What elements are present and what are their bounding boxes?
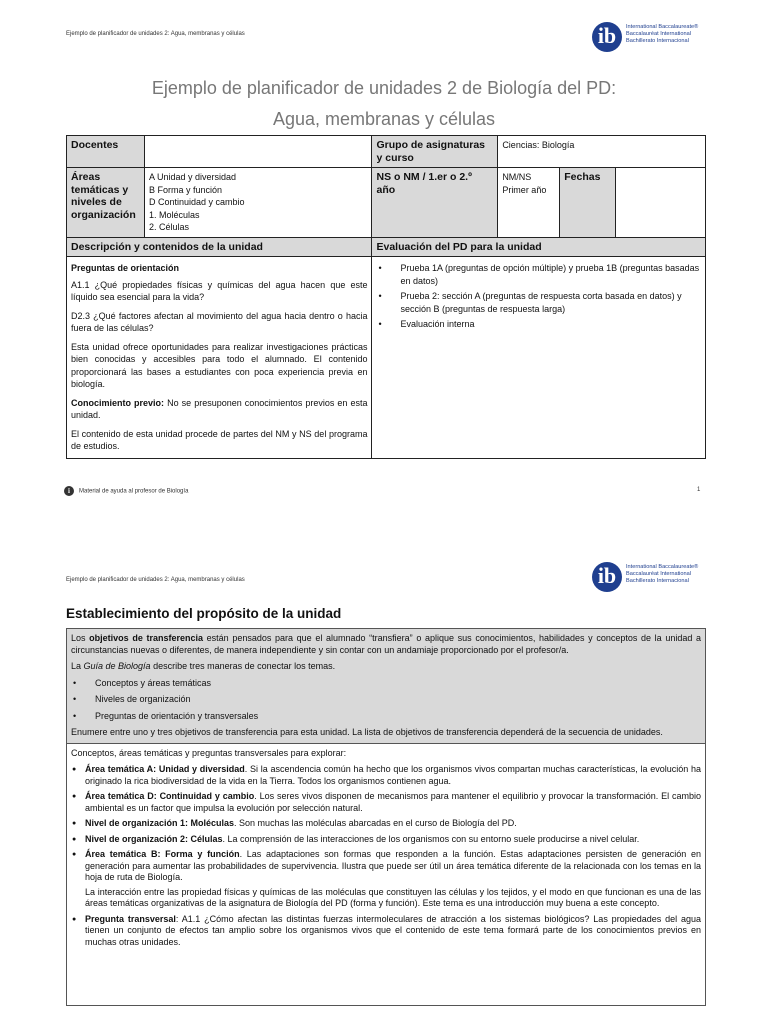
page-gap	[0, 520, 768, 548]
nivel-value	[498, 168, 560, 238]
concept-title: Área temática D: Continuidad y cambio	[85, 791, 255, 801]
evaluacion-content	[372, 257, 706, 459]
prior-knowledge-label: Conocimiento previo:	[71, 397, 165, 408]
transfer-goals-paragraph	[71, 633, 701, 656]
text-run: están pensados para que el alumnado “transfiera” o aplique sus conocimientos, habilidades y conceptos de la unidad a circunstancias nuevas o diferentes, de manera independiente y sin contar con un andamiaje proporcionado por el profesor/a.	[71, 633, 702, 655]
document-title: Ejemplo de planificador de unidades 2 de Biología del PD:	[151, 78, 617, 98]
connection-item: • Preguntas de orientación y transversales	[71, 711, 701, 723]
guide-paragraph	[71, 661, 701, 673]
areas-list	[144, 168, 372, 238]
ib-logo-icon: ib	[592, 22, 622, 52]
ib-logo-icon: ib	[592, 562, 622, 592]
connection-list	[71, 678, 701, 723]
grupo-label: Grupo de asignaturas y curso	[372, 136, 498, 168]
concept-text: . La comprensión de las interacciones de los organismos con su entorno suele producirse a nivel celular.	[222, 833, 640, 844]
concept-text: . Las adaptaciones son formas que responden a la función. Estas adaptaciones persisten de generación en generación para aumentar las probabilidades de supervivencia. Ilustra que puede ser útil un área temática diferente de la relacionada con los temas en la hoja de ruta de Biología.	[85, 849, 701, 882]
assessment-item: • Evaluación interna	[376, 318, 701, 331]
concepts-intro: Conceptos, áreas temáticas y preguntas transversales para explorar:	[71, 747, 347, 758]
fechas-value	[616, 168, 706, 238]
area-item: B Forma y función	[148, 184, 223, 195]
concept-item	[71, 818, 701, 830]
concept-item	[71, 849, 701, 910]
fechas-label: Fechas	[560, 168, 616, 238]
docentes-value	[144, 136, 372, 168]
grupo-value: Ciencias: Biología	[498, 136, 706, 168]
evaluacion-header: Evaluación del PD para la unidad	[372, 237, 706, 257]
logo-line: Bachillerato Internacional	[626, 578, 689, 584]
descripcion-content	[67, 257, 372, 459]
areas-label: Áreas temáticas y niveles de organización	[67, 168, 145, 238]
document-subtitle: Agua, membranas y células	[272, 109, 496, 129]
concept-text: . Los seres vivos disponen de mecanismos para mantener el equilibrio y provocar la transformación. El cambio ambiental es un factor que impulsa la evolución por selección natural.	[85, 791, 701, 813]
running-header: Ejemplo de planificador de unidades 2: Agua, membranas y células	[66, 577, 245, 583]
prior-knowledge	[71, 397, 367, 422]
transfer-goals-instructions	[66, 628, 706, 744]
concept-item	[71, 914, 701, 949]
guiding-question: A1.1 ¿Qué propiedades físicas y químicas del agua hacen que este líquido sea esencial para la vida?	[71, 279, 368, 302]
text-run: Los	[71, 633, 90, 643]
nivel-value-2: Primer año	[502, 184, 547, 195]
descripcion-header: Descripción y contenidos de la unidad	[67, 237, 372, 257]
concept-item	[71, 834, 701, 846]
ib-footer-icon: i	[64, 486, 74, 496]
concept-text: . Son muchas las moléculas abarcadas en el curso de Biología del PD.	[234, 818, 517, 828]
page-2	[0, 548, 768, 1024]
connection-item: • Conceptos y áreas temáticas	[71, 678, 701, 690]
transfer-goals-instruction: Enumere entre uno y tres objetivos de transferencia para esta unidad. La lista de objetivos de transferencia dependerá de la secuencia de unidades.	[71, 727, 663, 737]
concept-text: . Si la ascendencia común ha hecho que los organismos vivos compartan muchas características, la evolución ha originado la rica biodiversidad de la vida en la Tierra. Todos los organismos contienen agua.	[85, 764, 701, 786]
purpose-box	[66, 628, 706, 1006]
text-run: describe tres maneras de conectar los temas.	[150, 661, 336, 671]
section-title: Establecimiento del propósito de la unidad	[66, 606, 342, 621]
assessment-item: • Prueba 1A (preguntas de opción múltiple) y prueba 1B (preguntas basadas en datos)	[376, 262, 701, 287]
preguntas-title: Preguntas de orientación	[71, 263, 180, 273]
ib-logo	[592, 22, 702, 54]
text-run-italic: Guía de Biología	[83, 661, 151, 671]
area-item: 2. Células	[148, 222, 190, 232]
logo-line: Baccalauréat International	[626, 571, 691, 577]
footer-text: Material de ayuda al profesor de Biología	[79, 488, 189, 495]
concept-text: : A1.1 ¿Cómo afectan las distintas fuerzas intermoleculares de atracción a los sistemas biológicos? Las propiedades del agua tienen un conjunto de efectos tan amplio sobre los organismos vivos que el contenido de este tema formará parte de los conocimientos previos en muchas otras unidades.	[85, 913, 701, 947]
text-run: La	[71, 661, 84, 671]
concepts-box	[66, 744, 706, 1006]
ib-logo	[592, 562, 702, 594]
text-run-bold: objetivos de transferencia	[89, 633, 204, 643]
concept-item	[71, 764, 701, 787]
concept-item	[71, 791, 701, 814]
page-footer	[64, 486, 188, 496]
content-source: El contenido de esta unidad procede de partes del NM y NS del programa de estudios.	[71, 428, 368, 451]
concept-title: Área temática B: Forma y función	[85, 849, 240, 859]
unit-description: Esta unidad ofrece oportunidades para realizar investigaciones prácticas bien conocidas y accesibles para todo el alumnado. El contenido proporcionará las bases a estudiantes con poca experiencia previa en biología.	[71, 341, 368, 389]
page-number: 1	[697, 487, 701, 493]
area-item: A Unidad y diversidad	[148, 172, 237, 182]
prior-knowledge-text: No se presuponen conocimientos previos en esta unidad.	[71, 397, 368, 420]
logo-line: International Baccalaureate®	[626, 564, 699, 570]
guiding-question: D2.3 ¿Qué factores afectan al movimiento del agua hacia dentro o hacia fuera de las células?	[71, 310, 368, 333]
assessment-item: • Prueba 2: sección A (preguntas de respuesta corta basada en datos) y sección B (preguntas de respuesta larga)	[376, 290, 701, 315]
concept-title: Pregunta transversal	[85, 913, 176, 924]
assessment-list	[376, 262, 701, 331]
logo-line: Baccalauréat International	[626, 31, 691, 37]
running-header: Ejemplo de planificador de unidades 2: Agua, membranas y células	[66, 31, 245, 37]
concept-extra: La interacción entre las propiedad físicas y químicas de las moléculas que constituyen las células y los tejidos, y el modo en que funcionan es una de las áreas temáticas organizativas de la asignatura de Biología del PD (forma y función). Este tema es una introducción muy buena a este concepto.	[85, 886, 701, 908]
concept-title: Nivel de organización 1: Moléculas	[85, 818, 235, 828]
unit-planner-table	[66, 135, 706, 459]
area-item: D Continuidad y cambio	[148, 197, 245, 207]
concept-title: Nivel de organización 2: Células	[85, 833, 223, 844]
area-item: 1. Moléculas	[148, 209, 200, 220]
logo-line: International Baccalaureate®	[626, 24, 699, 30]
logo-line: Bachillerato Internacional	[626, 38, 689, 44]
nivel-label: NS o NM / 1.er o 2.º año	[372, 168, 498, 238]
connection-item: • Niveles de organización	[71, 694, 701, 706]
concept-title: Área temática A: Unidad y diversidad	[85, 764, 245, 774]
nivel-value-1: NM/NS	[502, 172, 532, 182]
docentes-label: Docentes	[67, 136, 145, 168]
concepts-list	[71, 764, 701, 948]
